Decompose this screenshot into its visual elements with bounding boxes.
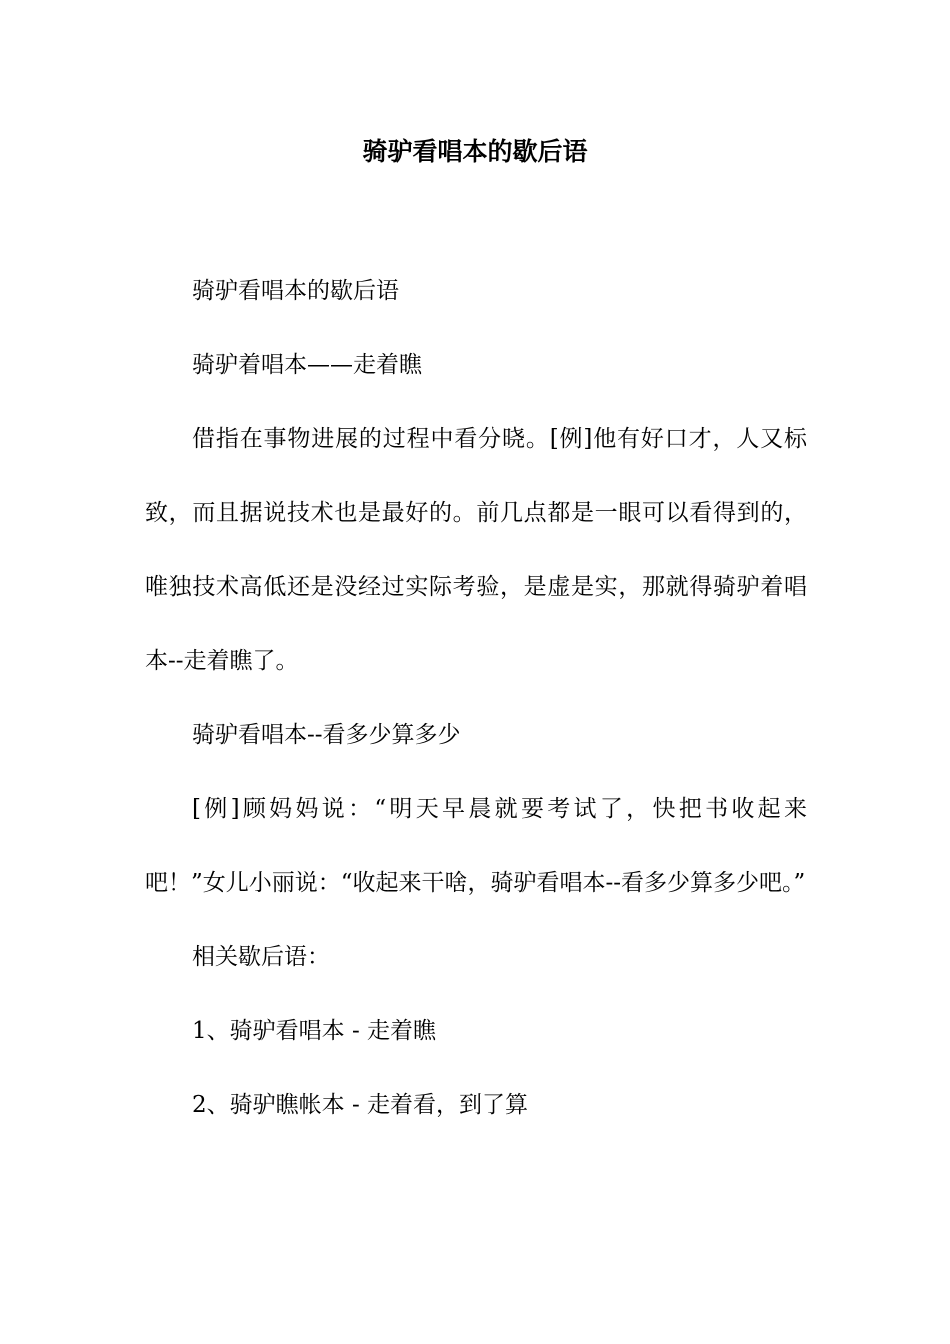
list-item-2: 2、骑驴瞧帐本 - 走着看，到了算 <box>192 1092 529 1118</box>
paragraph-saying-2: 骑驴看唱本--看多少算多少 <box>192 722 461 748</box>
paragraph-related-heading: 相关歇后语： <box>192 944 330 970</box>
list-item-1: 1、骑驴看唱本 - 走着瞧 <box>192 1018 437 1044</box>
paragraph-subtitle: 骑驴看唱本的歇后语 <box>192 278 399 304</box>
paragraph-explanation-1: 借指在事物进展的过程中看分晓。[例]他有好口才，人又标致，而且据说技术也是最好的。前几点都是一眼可以看得到的，唯独技术高低还是没经过实际考验，是虚是实，那就得骑驴着唱本--走着瞧了。 <box>145 426 807 674</box>
document-title: 骑驴看唱本的歇后语 <box>362 137 588 166</box>
paragraph-saying-1: 骑驴着唱本——走着瞧 <box>192 352 422 378</box>
paragraph-example-2: [例]顾妈妈说：“明天早晨就要考试了，快把书收起来吧！”女儿小丽说：“收起来干啥，骑驴看唱本--看多少算多少吧。” <box>145 796 807 896</box>
document-body <box>145 254 807 1142</box>
